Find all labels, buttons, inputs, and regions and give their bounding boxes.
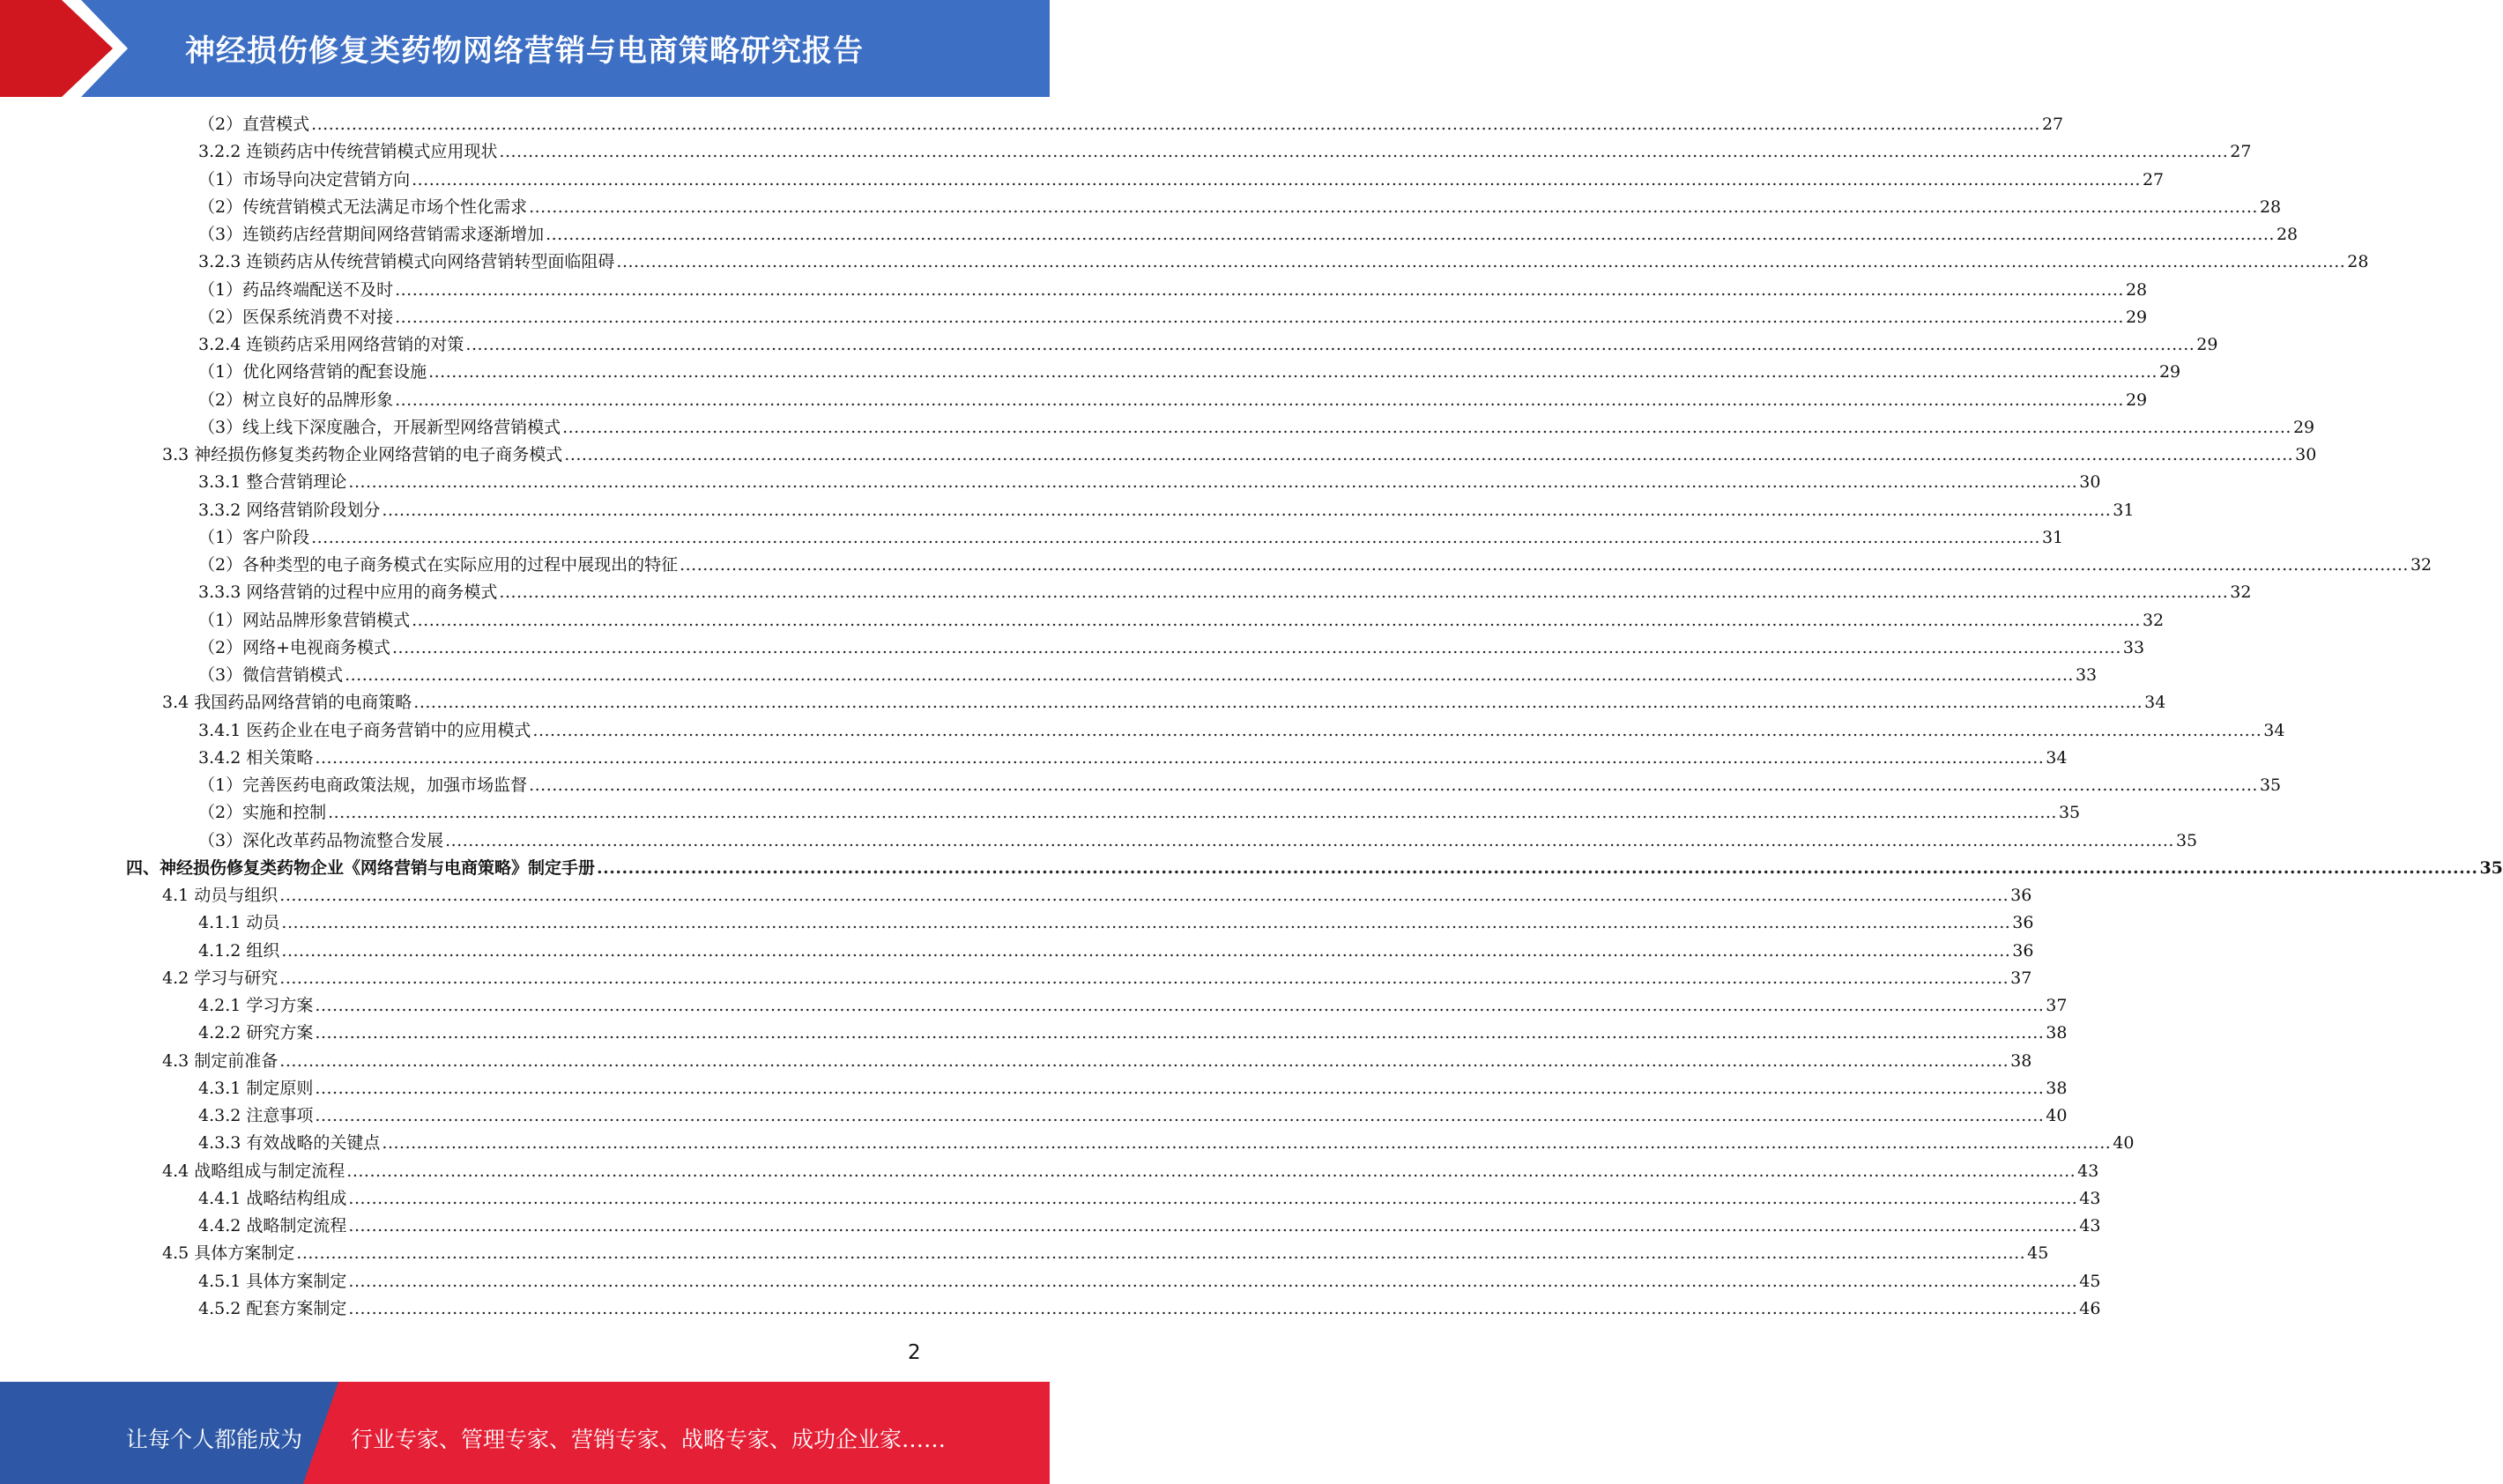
- toc-entry-page: 28: [2347, 252, 2369, 272]
- toc-entry[interactable]: [162, 441, 2317, 469]
- toc-entry-page: 30: [2295, 445, 2317, 464]
- toc-entry-number: 3.4: [162, 693, 189, 713]
- toc-entry[interactable]: [198, 717, 2285, 745]
- toc-entry-page: 35: [2259, 775, 2282, 795]
- toc-entry-number: 3.4.1: [198, 720, 241, 740]
- toc-entry[interactable]: [198, 992, 2068, 1020]
- toc-entry-number: 4.1: [162, 886, 189, 905]
- toc-dot-leader: ............................................................................................................................................................................................................................................................................................................: [395, 279, 2124, 300]
- header-arrow-decoration: [0, 0, 150, 97]
- toc-entry-page: 40: [2046, 1106, 2068, 1125]
- toc-entry-number: 4.4: [162, 1161, 189, 1181]
- toc-entry-page: 36: [2012, 940, 2034, 961]
- toc-dot-leader: ............................................................................................................................................................................................................................................................................................................: [279, 886, 2009, 905]
- toc-entry-number: 4.3.1: [198, 1078, 241, 1098]
- toc-dot-leader: ............................................................................................................................................................................................................................................................................................................: [499, 582, 2229, 603]
- toc-entry-title: 具体方案制定: [194, 1243, 295, 1264]
- toc-entry-number: 3.4.2: [198, 747, 241, 768]
- toc-entry-page: 29: [2125, 307, 2148, 327]
- toc-entry-number: 4.2: [162, 968, 189, 988]
- toc-entry-title: 神经损伤修复类药物企业网络营销的电子商务模式: [194, 445, 563, 464]
- toc-entry-page: 27: [2142, 169, 2165, 189]
- toc-dot-leader: ............................................................................................................................................................................................................................................................................................................: [315, 747, 2045, 768]
- toc-entry[interactable]: [198, 469, 2101, 496]
- toc-entry-title: （2）医保系统消费不对接: [198, 307, 394, 327]
- toc-entry[interactable]: [198, 799, 2081, 827]
- toc-dot-leader: ............................................................................................................................................................................................................................................................................................................: [348, 1298, 2078, 1318]
- toc-entry-page: 29: [2125, 390, 2148, 410]
- toc-entry-number: 3.3: [162, 445, 189, 464]
- toc-entry-page: 29: [2158, 362, 2181, 382]
- toc-entry-number: 4.2.1: [198, 996, 241, 1015]
- toc-entry-page: 38: [2046, 1023, 2068, 1043]
- toc-entry-title: 战略结构组成: [246, 1188, 347, 1208]
- toc-dot-leader: ............................................................................................................................................................................................................................................................................................................: [392, 637, 2121, 657]
- toc-dot-leader: ............................................................................................................................................................................................................................................................................................................: [529, 775, 2258, 795]
- toc-entry-title: （1）完善医药电商政策法规，加强市场监督: [198, 775, 528, 795]
- toc-entry-title: 网络营销的过程中应用的商务模式: [246, 582, 498, 603]
- toc-entry[interactable]: [198, 1075, 2068, 1102]
- toc-dot-leader: ............................................................................................................................................................................................................................................................................................................: [445, 830, 2174, 850]
- toc-entry-page: 28: [2259, 197, 2282, 217]
- toc-entry[interactable]: [198, 1102, 2068, 1130]
- toc-entry-title: 学习方案: [246, 996, 314, 1015]
- toc-entry-page: 29: [2196, 335, 2218, 354]
- toc-dot-leader: ............................................................................................................................................................................................................................................................................................................: [680, 555, 2409, 575]
- toc-dot-leader: ............................................................................................................................................................................................................................................................................................................: [296, 1243, 2026, 1264]
- toc-dot-leader: ............................................................................................................................................................................................................................................................................................................: [382, 500, 2112, 520]
- toc-entry-title: （2）实施和控制: [198, 803, 327, 823]
- toc-entry-page: 40: [2113, 1133, 2135, 1154]
- toc-dot-leader: ............................................................................................................................................................................................................................................................................................................: [546, 225, 2275, 244]
- toc-dot-leader: ............................................................................................................................................................................................................................................................................................................: [413, 693, 2143, 713]
- toc-entry[interactable]: [198, 221, 2299, 249]
- toc-dot-leader: ............................................................................................................................................................................................................................................................................................................: [428, 362, 2158, 382]
- toc-entry-title: 医药企业在电子商务营销中的应用模式: [246, 720, 531, 740]
- toc-entry-page: 31: [2041, 527, 2064, 547]
- toc-entry-title: 战略组成与制定流程: [194, 1161, 345, 1181]
- toc-entry-page: 46: [2079, 1298, 2101, 1318]
- toc-entry[interactable]: [198, 634, 2145, 662]
- toc-dot-leader: ............................................................................................................................................................................................................................................................................................................: [315, 1023, 2045, 1043]
- toc-entry-number: 3.2.3: [198, 252, 241, 272]
- toc-entry-title: 我国药品网络营销的电商策略: [194, 693, 412, 713]
- toc-entry-title: 配套方案制定: [246, 1298, 347, 1318]
- toc-dot-leader: ............................................................................................................................................................................................................................................................................................................: [616, 252, 2346, 272]
- toc-entry[interactable]: [198, 1130, 2135, 1157]
- toc-entry-page: 45: [2027, 1243, 2049, 1264]
- toc-entry-page: 43: [2079, 1188, 2101, 1208]
- toc-entry[interactable]: [198, 387, 2148, 414]
- toc-dot-leader: ............................................................................................................................................................................................................................................................................................................: [315, 996, 2045, 1015]
- toc-dot-leader: ............................................................................................................................................................................................................................................................................................................: [412, 610, 2141, 630]
- toc-entry-number: 4.3.3: [198, 1133, 241, 1154]
- toc-entry-number: 3.3.2: [198, 500, 241, 520]
- toc-entry[interactable]: [198, 745, 2068, 772]
- toc-entry-page: 27: [2041, 115, 2064, 134]
- toc-entry-number: 4.4.1: [198, 1188, 241, 1208]
- toc-dot-leader: ............................................................................................................................................................................................................................................................................................................: [532, 720, 2262, 740]
- toc-dot-leader: ............................................................................................................................................................................................................................................................................................................: [465, 335, 2195, 354]
- toc-entry[interactable]: [162, 689, 2166, 716]
- toc-entry[interactable]: [198, 772, 2282, 799]
- toc-dot-leader: ............................................................................................................................................................................................................................................................................................................: [395, 307, 2124, 327]
- toc-entry-title: （1）网站品牌形象营销模式: [198, 610, 411, 630]
- toc-entry-title: 组织: [246, 940, 280, 961]
- toc-entry[interactable]: [198, 1213, 2101, 1240]
- toc-entry-page: 29: [2292, 417, 2315, 437]
- toc-entry-title: 整合营销理论: [246, 472, 347, 493]
- toc-entry[interactable]: [162, 1240, 2049, 1267]
- toc-entry[interactable]: [198, 938, 2034, 965]
- toc-entry-title: 连锁药店从传统营销模式向网络营销转型面临阻碍: [246, 252, 615, 272]
- toc-entry-number: 3.2.4: [198, 335, 241, 354]
- toc-entry-title: 研究方案: [246, 1023, 314, 1043]
- toc-dot-leader: ............................................................................................................................................................................................................................................................................................................: [562, 417, 2291, 437]
- toc-entry[interactable]: [198, 909, 2034, 937]
- toc-entry-number: 3.3.3: [198, 582, 241, 603]
- toc-entry[interactable]: [198, 827, 2198, 855]
- toc-entry[interactable]: [198, 111, 2064, 138]
- toc-entry[interactable]: [162, 965, 2032, 992]
- toc-entry-number: 4.5.2: [198, 1298, 241, 1318]
- toc-entry-page: 38: [2046, 1078, 2068, 1098]
- toc-dot-leader: ............................................................................................................................................................................................................................................................................................................: [348, 1271, 2078, 1291]
- toc-entry-title: （1）药品终端配送不及时: [198, 279, 394, 300]
- toc-entry-number: 4.5.1: [198, 1271, 241, 1291]
- toc-entry-page: 38: [2010, 1050, 2032, 1071]
- toc-entry-page: 30: [2079, 472, 2101, 493]
- toc-entry[interactable]: [198, 552, 2432, 579]
- toc-dot-leader: ............................................................................................................................................................................................................................................................................................................: [499, 142, 2229, 162]
- toc-dot-leader: ............................................................................................................................................................................................................................................................................................................: [348, 1216, 2078, 1235]
- toc-dot-leader: ............................................................................................................................................................................................................................................................................................................: [346, 1161, 2076, 1181]
- toc-entry-title: 制定原则: [246, 1078, 314, 1098]
- page-number: 2: [908, 1341, 921, 1364]
- toc-dot-leader: ............................................................................................................................................................................................................................................................................................................: [328, 803, 2057, 823]
- toc-entry-title: 连锁药店采用网络营销的对策: [246, 335, 464, 354]
- toc-entry[interactable]: [162, 1158, 2099, 1185]
- toc-dot-leader: ............................................................................................................................................................................................................................................................................................................: [345, 665, 2074, 685]
- toc-dot-leader: ............................................................................................................................................................................................................................................................................................................: [382, 1133, 2112, 1154]
- toc-entry-page: 45: [2079, 1271, 2101, 1291]
- toc-entry-page: 34: [2263, 720, 2285, 740]
- report-title: 神经损伤修复类药物网络营销与电商策略研究报告: [185, 33, 864, 69]
- toc-dot-leader: ............................................................................................................................................................................................................................................................................................................: [279, 968, 2009, 988]
- toc-entry-number: 4.2.2: [198, 1023, 241, 1043]
- toc-entry-number: 3.2.2: [198, 142, 241, 162]
- toc-entry-page: 35: [2479, 857, 2503, 878]
- toc-entry-number: 4.3.2: [198, 1106, 241, 1125]
- toc-entry-number: 4.5: [162, 1243, 189, 1264]
- toc-entry[interactable]: [198, 249, 2369, 276]
- toc-entry-title: 具体方案制定: [246, 1271, 347, 1291]
- toc-entry-page: 43: [2077, 1161, 2099, 1181]
- toc-entry[interactable]: [198, 167, 2165, 194]
- header-banner: [0, 0, 1050, 97]
- toc-entry-title: （2）传统营销模式无法满足市场个性化需求: [198, 197, 528, 217]
- toc-entry-page: 36: [2012, 913, 2034, 933]
- toc-entry-number: 4.1.1: [198, 913, 241, 933]
- toc-dot-leader: ............................................................................................................................................................................................................................................................................................................: [348, 1188, 2078, 1208]
- footer-slogan-right: 行业专家、管理专家、营销专家、战略专家、成功企业家……: [351, 1427, 947, 1452]
- toc-entry[interactable]: [198, 1295, 2101, 1323]
- toc-entry-page: 31: [2113, 500, 2135, 520]
- toc-entry-page: 35: [2175, 830, 2198, 850]
- toc-entry[interactable]: [198, 359, 2181, 386]
- toc-entry[interactable]: [162, 1048, 2032, 1075]
- toc-entry-title: （2）树立良好的品牌形象: [198, 390, 394, 410]
- toc-entry[interactable]: [198, 138, 2252, 166]
- toc-dot-leader: ............................................................................................................................................................................................................................................................................................................: [311, 115, 2040, 134]
- toc-entry[interactable]: [198, 1020, 2068, 1047]
- toc-entry[interactable]: [198, 277, 2148, 304]
- toc-entry-number: 4.4.2: [198, 1216, 241, 1235]
- toc-dot-leader: ............................................................................................................................................................................................................................................................................................................: [279, 1050, 2009, 1071]
- toc-entry[interactable]: [198, 579, 2252, 606]
- toc-entry-number: 3.3.1: [198, 472, 241, 493]
- toc-dot-leader: ............................................................................................................................................................................................................................................................................................................: [564, 445, 2294, 464]
- toc-entry[interactable]: [198, 524, 2064, 552]
- toc-entry-title: 相关策略: [246, 747, 314, 768]
- toc-entry-page: 32: [2410, 555, 2432, 575]
- toc-entry-page: 28: [2276, 225, 2299, 244]
- toc-entry-page: 34: [2144, 693, 2166, 713]
- toc-entry-title: 四、神经损伤修复类药物企业《网络营销与电商策略》制定手册: [126, 857, 596, 878]
- toc-entry-page: 28: [2125, 279, 2148, 300]
- toc-entry-page: 27: [2230, 142, 2252, 162]
- toc-entry-page: 37: [2046, 996, 2068, 1015]
- toc-entry-title: （2）直营模式: [198, 115, 310, 134]
- toc-entry-title: 动员: [246, 913, 280, 933]
- toc-entry[interactable]: [162, 882, 2032, 909]
- toc-entry[interactable]: [198, 414, 2315, 441]
- toc-entry-page: 32: [2230, 582, 2252, 603]
- toc-entry-page: 33: [2075, 665, 2098, 685]
- toc-entry-number: 4.1.2: [198, 940, 241, 961]
- toc-dot-leader: ............................................................................................................................................................................................................................................................................................................: [281, 913, 2011, 933]
- toc-entry[interactable]: [198, 662, 2098, 689]
- toc-entry-title: 网络营销阶段划分: [246, 500, 381, 520]
- toc-dot-leader: ............................................................................................................................................................................................................................................................................................................: [395, 390, 2124, 410]
- toc-entry[interactable]: [126, 855, 2503, 882]
- toc-entry-title: （3）线上线下深度融合，开展新型网络营销模式: [198, 417, 561, 437]
- toc-dot-leader: ............................................................................................................................................................................................................................................................................................................: [315, 1106, 2045, 1125]
- toc-entry-title: 注意事项: [246, 1106, 314, 1125]
- toc-entry-title: （3）微信营销模式: [198, 665, 344, 685]
- toc-entry[interactable]: [198, 607, 2165, 634]
- toc-entry-title: （1）客户阶段: [198, 527, 310, 547]
- toc-entry-title: 有效战略的关键点: [246, 1133, 381, 1154]
- toc-entry-title: （1）优化网络营销的配套设施: [198, 362, 427, 382]
- toc-dot-leader: ............................................................................................................................................................................................................................................................................................................: [529, 197, 2258, 217]
- toc-entry[interactable]: [198, 1185, 2101, 1213]
- toc-entry-page: 35: [2058, 803, 2081, 823]
- toc-entry-title: 连锁药店中传统营销模式应用现状: [246, 142, 498, 162]
- toc-dot-leader: ............................................................................................................................................................................................................................................................................................................: [311, 527, 2040, 547]
- toc-dot-leader: ............................................................................................................................................................................................................................................................................................................: [315, 1078, 2045, 1098]
- toc-entry-number: 4.3: [162, 1050, 189, 1071]
- toc-entry[interactable]: [198, 331, 2218, 359]
- toc-entry-title: （2）各种类型的电子商务模式在实际应用的过程中展现出的特征: [198, 555, 679, 575]
- toc-entry-title: 学习与研究: [194, 968, 279, 988]
- toc-dot-leader: ............................................................................................................................................................................................................................................................................................................: [597, 857, 2478, 878]
- toc-entry-title: 制定前准备: [194, 1050, 279, 1071]
- toc-entry[interactable]: [198, 1268, 2101, 1295]
- toc-entry[interactable]: [198, 194, 2282, 221]
- toc-entry-page: 34: [2046, 747, 2068, 768]
- toc-entry-page: 43: [2079, 1216, 2101, 1235]
- toc-entry[interactable]: [198, 304, 2148, 331]
- toc-dot-leader: ............................................................................................................................................................................................................................................................................................................: [348, 472, 2078, 493]
- toc-entry[interactable]: [198, 497, 2135, 524]
- toc-entry-page: 32: [2142, 610, 2165, 630]
- toc-entry-title: 战略制定流程: [246, 1216, 347, 1235]
- toc-dot-leader: ............................................................................................................................................................................................................................................................................................................: [412, 169, 2141, 189]
- toc-entry-title: 动员与组织: [194, 886, 279, 905]
- toc-entry-page: 37: [2010, 968, 2032, 988]
- toc-entry-title: （3）连锁药店经营期间网络营销需求逐渐增加: [198, 225, 545, 244]
- toc-entry-page: 33: [2122, 637, 2145, 657]
- toc-entry-title: （3）深化改革药品物流整合发展: [198, 830, 444, 850]
- footer-slogan-left: 让每个人都能成为: [126, 1427, 303, 1452]
- toc-entry-title: （2）网络+电视商务模式: [198, 637, 391, 657]
- toc-entry-title: （1）市场导向决定营销方向: [198, 169, 411, 189]
- toc-dot-leader: ............................................................................................................................................................................................................................................................................................................: [281, 940, 2011, 961]
- toc-entry-page: 36: [2010, 886, 2032, 905]
